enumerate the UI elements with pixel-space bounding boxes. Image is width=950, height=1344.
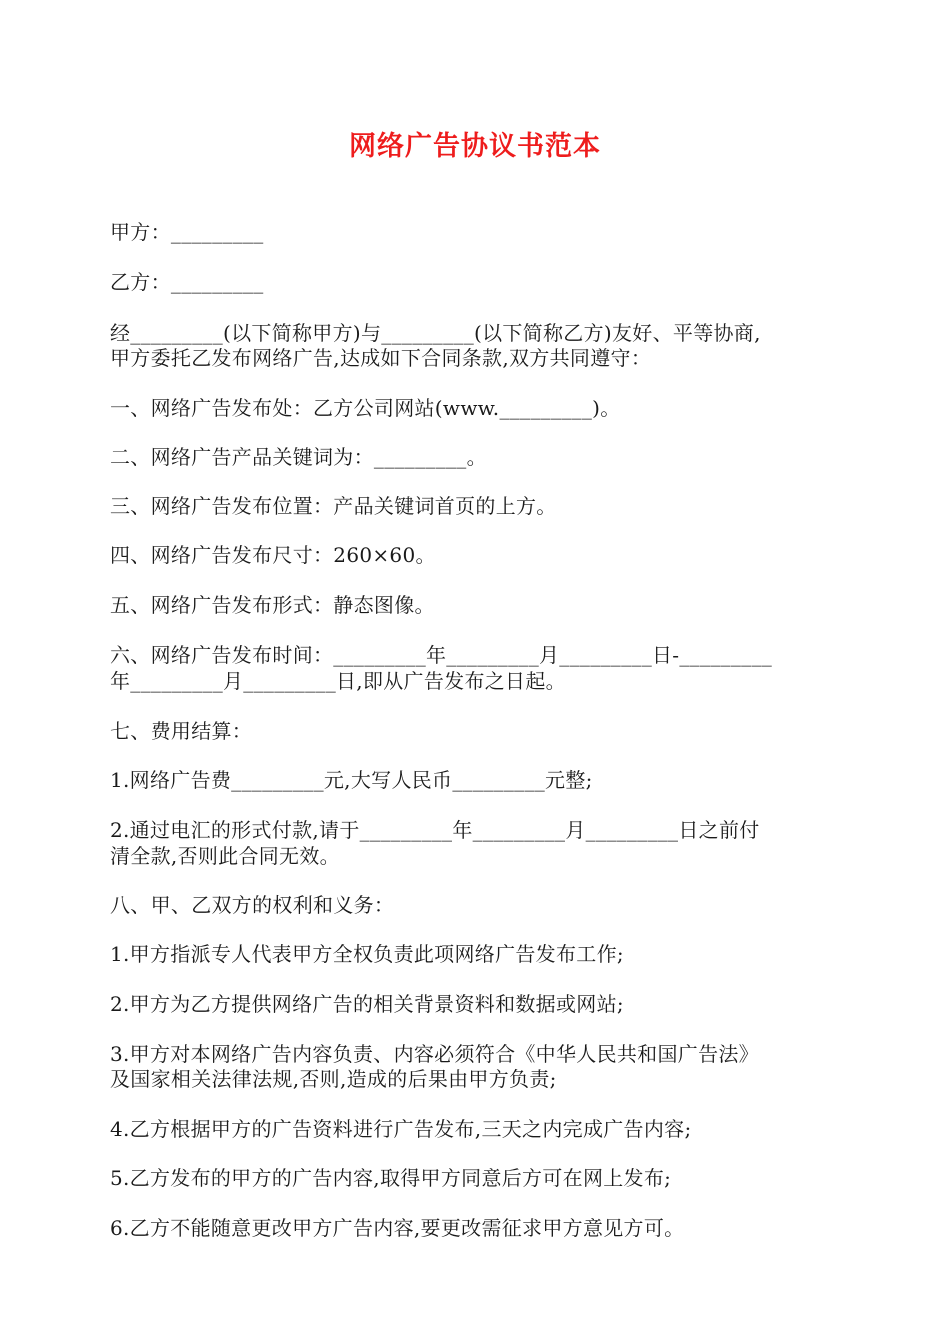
clause-4: 四、网络广告发布尺寸：260×60。 [110, 543, 436, 567]
clause-8-item-3-line-2: 及国家相关法律法规,否则,造成的后果由甲方负责; [110, 1067, 557, 1091]
clause-7-item-2-line-2: 清全款,否则此合同无效。 [110, 844, 340, 868]
clause-8-item-5: 5.乙方发布的甲方的广告内容,取得甲方同意后方可在网上发布; [110, 1166, 672, 1190]
clause-7-heading: 七、费用结算： [110, 719, 253, 743]
intro-paragraph-line-1: 经_________(以下简称甲方)与_________(以下简称乙方)友好、平等协商, [110, 321, 761, 345]
clause-8-item-1: 1.甲方指派专人代表甲方全权负责此项网络广告发布工作; [110, 942, 624, 966]
clause-8-item-4: 4.乙方根据甲方的广告资料进行广告发布,三天之内完成广告内容; [110, 1117, 692, 1141]
clause-8-item-2: 2.甲方为乙方提供网络广告的相关背景资料和数据或网站; [110, 992, 624, 1016]
clause-2: 二、网络广告产品关键词为：_________。 [110, 445, 487, 469]
clause-3: 三、网络广告发布位置：产品关键词首页的上方。 [110, 494, 557, 518]
intro-paragraph-line-2: 甲方委托乙发布网络广告,达成如下合同条款,双方共同遵守： [110, 346, 652, 370]
clause-7-item-2-line-1: 2.通过电汇的形式付款,请于_________年_________月_________日之前付 [110, 818, 760, 842]
party-b-line: 乙方：_________ [110, 270, 264, 294]
party-a-line: 甲方：_________ [110, 220, 264, 244]
clause-8-heading: 八、甲、乙双方的权利和义务： [110, 893, 395, 917]
clause-6-line-2: 年_________月_________日,即从广告发布之日起。 [110, 669, 566, 693]
clause-7-item-1: 1.网络广告费_________元,大写人民币_________元整; [110, 768, 593, 792]
clause-1: 一、网络广告发布处：乙方公司网站(www._________)。 [110, 396, 621, 420]
clause-5: 五、网络广告发布形式：静态图像。 [110, 593, 435, 617]
clause-8-item-3-line-1: 3.甲方对本网络广告内容负责、内容必须符合《中华人民共和国广告法》 [110, 1042, 759, 1066]
clause-6-line-1: 六、网络广告发布时间：_________年_________月_________日-_________ [110, 643, 773, 667]
document-title: 网络广告协议书范本 [349, 131, 601, 162]
clause-8-item-6: 6.乙方不能随意更改甲方广告内容,要更改需征求甲方意见方可。 [110, 1216, 685, 1240]
